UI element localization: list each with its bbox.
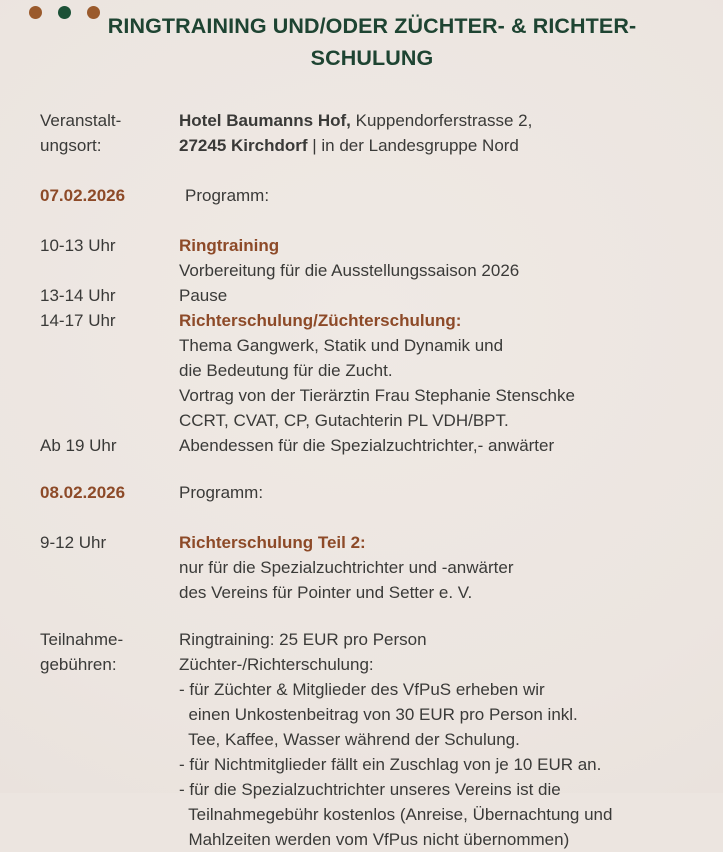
fees-label-line-1: Teilnahme-	[40, 630, 124, 649]
spacer	[40, 158, 710, 183]
spacer	[40, 208, 710, 233]
day1-date: 07.02.2026	[40, 186, 126, 205]
fees-line-5: - für Nichtmitglieder fällt ein Zuschlag von je 10 EUR an.	[179, 755, 602, 774]
dot-brown-left-icon	[29, 6, 42, 19]
day1-entry-1	[40, 283, 710, 308]
venue-city: 27245 Kirchdorf	[179, 136, 308, 155]
day1-entry-2-time: 14-17 Uhr	[40, 311, 116, 330]
venue-value	[179, 108, 710, 158]
day1-entry-3	[40, 433, 710, 458]
day1-entry-2-body	[179, 308, 710, 433]
day2-header-row	[40, 480, 710, 505]
fees-line-1: Züchter-/Richterschulung:	[179, 655, 374, 674]
fees-line-8: Mahlzeiten werden vom VfPus nicht übernommen)	[179, 830, 570, 849]
spacer	[40, 605, 710, 627]
day1-entry-0	[40, 233, 710, 283]
fees-body	[179, 627, 710, 852]
day2-entry-0	[40, 530, 710, 605]
fees-line-2: - für Züchter & Mitglieder des VfPuS erheben wir	[179, 680, 545, 699]
day1-entry-2-line-0: Thema Gangwerk, Statik und Dynamik und	[179, 336, 504, 355]
day2-entry-0-body	[179, 530, 710, 605]
fees-line-0: Ringtraining: 25 EUR pro Person	[179, 630, 427, 649]
day1-entry-0-body	[179, 233, 710, 283]
fees-line-4: Tee, Kaffee, Wasser während der Schulung.	[179, 730, 520, 749]
day1-entry-0-heading: Ringtraining	[179, 236, 280, 255]
day1-entry-1-time: 13-14 Uhr	[40, 286, 116, 305]
venue-line-2	[179, 133, 710, 158]
fees-line-6: - für die Spezialzuchtrichter unseres Vereins ist die	[179, 780, 561, 799]
day2-program-label: Programm:	[179, 483, 264, 502]
day1-entry-1-body	[179, 283, 710, 308]
day1-entry-0-line-0: Vorbereitung für die Ausstellungssaison 2026	[179, 261, 520, 280]
fees-row	[40, 627, 710, 852]
venue-region: | in der Landesgruppe Nord	[307, 136, 519, 155]
venue-label-line-1: Veranstalt-	[40, 111, 122, 130]
fees-line-3: einen Unkostenbeitrag von 30 EUR pro Person inkl.	[179, 705, 578, 724]
day1-entry-2-heading: Richterschulung/Züchterschulung:	[179, 311, 462, 330]
page-title-line-1: RINGTRAINING UND/ODER ZÜCHTER- & RICHTER-	[107, 14, 637, 38]
day1-entry-2	[40, 308, 710, 433]
day1-entry-0-time: 10-13 Uhr	[40, 236, 116, 255]
spacer	[40, 458, 710, 480]
venue-name: Hotel Baumanns Hof,	[179, 111, 351, 130]
day1-entry-3-body	[179, 433, 710, 458]
day2-entry-0-heading: Richterschulung Teil 2:	[179, 533, 366, 552]
day1-program-label: Programm:	[185, 186, 270, 205]
day1-entry-3-time: Ab 19 Uhr	[40, 436, 117, 455]
day2-date: 08.02.2026	[40, 483, 126, 502]
venue-label-line-2: ungsort:	[40, 136, 102, 155]
day1-entry-2-line-2: Vortrag von der Tierärztin Frau Stephanie Stenschke	[179, 386, 575, 405]
venue-street: Kuppendorferstrasse 2,	[350, 111, 533, 130]
poster-content	[40, 108, 710, 852]
day2-entry-0-line-1: des Vereins für Pointer und Setter e. V.	[179, 583, 473, 602]
venue-label	[40, 108, 179, 158]
fees-label-line-2: gebühren:	[40, 655, 117, 674]
day1-header-row	[40, 183, 710, 208]
day1-entry-1-line-0: Pause	[179, 286, 228, 305]
day1-entry-2-line-1: die Bedeutung für die Zucht.	[179, 361, 393, 380]
fees-line-7: Teilnahmegebühr kostenlos (Anreise, Übernachtung und	[179, 805, 613, 824]
day1-entry-2-line-3: CCRT, CVAT, CP, Gutachterin PL VDH/BPT.	[179, 411, 509, 430]
page-title-line-2: SCHULUNG	[310, 46, 434, 70]
venue-line-1	[179, 108, 710, 133]
day2-entry-0-line-0: nur für die Spezialzuchtrichter und -anwärter	[179, 558, 514, 577]
spacer	[40, 505, 710, 530]
day1-entry-3-line-0: Abendessen für die Spezialzuchtrichter,- anwärter	[179, 436, 555, 455]
fees-label	[40, 627, 179, 677]
venue-row	[40, 108, 710, 158]
page-title	[62, 10, 682, 74]
day2-entry-0-time: 9-12 Uhr	[40, 533, 107, 552]
